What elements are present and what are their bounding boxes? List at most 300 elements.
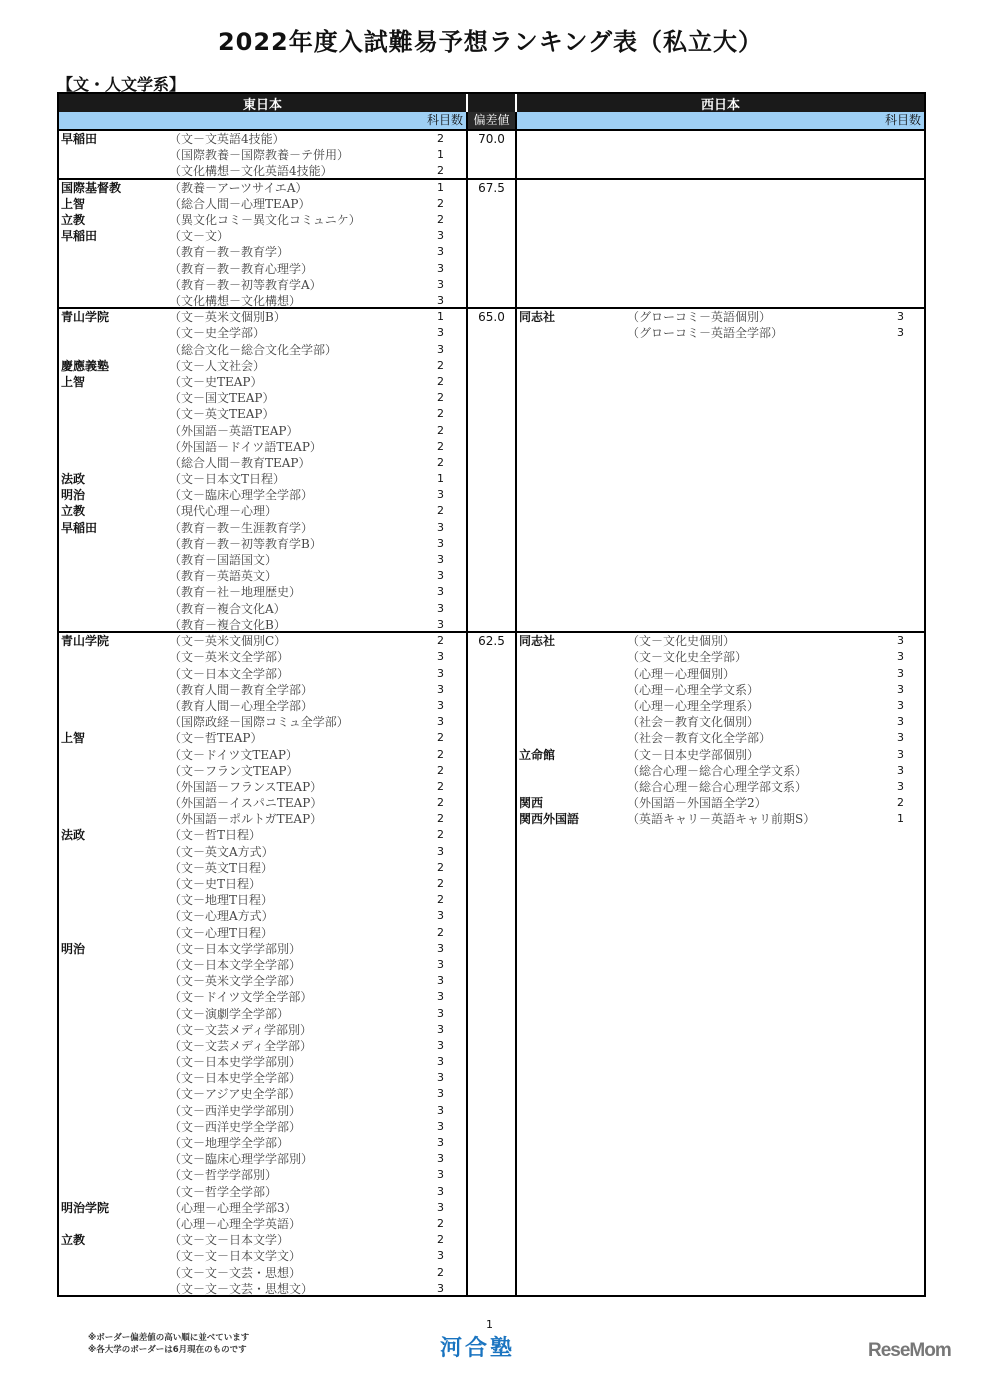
table-row: [59, 1038, 466, 1054]
subject-count: 2: [437, 1233, 444, 1247]
course-name: （文－哲学学部別）: [169, 1168, 278, 1183]
table-row: [59, 1119, 466, 1135]
subject-count: 2: [437, 877, 444, 890]
table-row: [59, 358, 466, 374]
table-row: [59, 1006, 466, 1022]
subject-count: 3: [437, 1184, 444, 1198]
university-name: 上智: [61, 196, 86, 211]
subject-count: 2: [437, 407, 444, 421]
course-name: （文化構想－文化構想）: [169, 293, 302, 308]
table-row: [59, 487, 466, 503]
course-name: （国際教養－国際教養－テ併用）: [169, 148, 350, 163]
table-row: [59, 1070, 466, 1086]
table-row: [59, 520, 466, 536]
subject-count: 2: [437, 828, 444, 842]
subject-count: 3: [437, 569, 444, 583]
east-column: [59, 309, 466, 631]
course-name: （教育－教－初等教育学B）: [169, 536, 322, 551]
east-column: [59, 633, 466, 1295]
table-row: [59, 1184, 466, 1200]
table-row: [59, 763, 466, 779]
subject-count: 1: [437, 148, 444, 162]
university-name: 上智: [61, 374, 86, 389]
university-name: 明治: [61, 941, 86, 956]
table-row: [59, 617, 466, 633]
subject-count: 2: [437, 812, 444, 826]
west-japan-header: 西日本: [700, 97, 740, 113]
course-name: （文－史T日程）: [169, 877, 262, 891]
subject-count: 3: [437, 666, 444, 680]
table-row: [517, 730, 924, 746]
table-row: [59, 1281, 466, 1297]
subject-count: 2: [437, 893, 444, 907]
course-name: （文化構想－文化英語4技能）: [169, 164, 333, 179]
subject-count: 3: [437, 1038, 444, 1052]
course-name: （文－地理T日程）: [169, 893, 274, 908]
table-row: [59, 811, 466, 827]
subject-count: 2: [437, 860, 444, 874]
subject-count: 2: [437, 374, 444, 388]
university-name: 同志社: [519, 310, 556, 325]
table-row: [59, 941, 466, 957]
table-row: [59, 503, 466, 519]
subject-count: 2: [437, 212, 444, 226]
west-column: [517, 180, 924, 308]
subject-count: 3: [437, 277, 444, 291]
course-name: （文－臨床心理学全学部）: [169, 488, 314, 503]
table-row: [59, 1103, 466, 1119]
table-row: [59, 455, 466, 471]
subject-count: 2: [437, 731, 444, 745]
course-name: （文－文化史個別）: [627, 634, 736, 649]
course-name: （文－哲T日程）: [169, 828, 262, 843]
subject-count: 2: [437, 925, 444, 939]
subject-count: 2: [437, 391, 444, 405]
course-name: （心理－心理全学英語）: [169, 1216, 302, 1231]
west-column: [517, 131, 924, 178]
subject-count: 1: [437, 310, 444, 324]
course-name: （文－臨床心理学学部別）: [169, 1152, 314, 1167]
university-name: 国際基督教: [61, 180, 122, 195]
subject-count: 3: [437, 1071, 444, 1085]
table-row: [517, 666, 924, 682]
course-name: （心理－心理全学文系）: [627, 682, 760, 697]
course-name: （文－地理学全学部）: [169, 1136, 290, 1150]
deviation-column: [466, 309, 517, 631]
table-row: [517, 649, 924, 665]
subject-count: 3: [897, 326, 904, 340]
course-name: （教育－複合文化A）: [169, 601, 286, 616]
university-name: 明治学院: [61, 1200, 110, 1215]
course-name: （社会－教育文化全学部）: [627, 731, 772, 746]
table-row: [59, 892, 466, 908]
university-name: 早稲田: [61, 229, 98, 244]
table-row: [59, 666, 466, 682]
table-row: [59, 795, 466, 811]
university-name: 法政: [61, 472, 86, 487]
table-row: [59, 228, 466, 244]
table-row: [59, 212, 466, 228]
course-name: （外国語－フランスTEAP）: [169, 779, 323, 794]
subject-count: 3: [437, 715, 444, 729]
deviation-column: [466, 180, 517, 308]
subject-count: 3: [437, 990, 444, 1004]
subject-count: 1: [437, 180, 444, 194]
table-row: [59, 601, 466, 617]
deviation-header: 偏差値: [466, 112, 517, 129]
table-row: [59, 196, 466, 212]
subject-count: 3: [437, 229, 444, 243]
table-row: [59, 1054, 466, 1070]
table-row: [517, 763, 924, 779]
subject-count: 2: [437, 763, 444, 777]
course-name: （グローコミ－英語個別）: [627, 310, 772, 325]
subject-count: 2: [437, 634, 444, 648]
resemom-watermark: ReseMom: [868, 1340, 951, 1361]
course-name: （文－文－日本文学）: [169, 1233, 290, 1248]
subject-count: 3: [437, 909, 444, 923]
course-name: （心理－心理全学部3）: [169, 1200, 297, 1215]
table-row: [59, 584, 466, 600]
subject-count: 3: [437, 326, 444, 340]
subject-count: 3: [437, 585, 444, 599]
course-name: （教育－複合文化B）: [169, 617, 286, 632]
subject-count: 2: [437, 196, 444, 210]
course-name: （総合心理－総合心理学部文系）: [627, 779, 808, 794]
course-name: （外国語－ドイツ語TEAP）: [169, 439, 322, 454]
subject-count: 3: [437, 1087, 444, 1101]
subject-count: 3: [437, 1022, 444, 1036]
course-name: （文－英米文学全学部）: [169, 974, 302, 989]
subject-count: 3: [897, 682, 904, 696]
west-column: [517, 309, 924, 631]
subject-count: 3: [437, 682, 444, 696]
subject-count: 3: [897, 747, 904, 761]
course-name: （教育－英語英文）: [169, 569, 278, 584]
table-row: [59, 973, 466, 989]
university-name: 立教: [61, 212, 86, 227]
course-name: （教育人間－心理全学部）: [169, 698, 314, 713]
table-row: [59, 1248, 466, 1264]
table-row: [59, 1151, 466, 1167]
east-column: [59, 180, 466, 308]
course-name: （文－文－文芸・思想文）: [169, 1281, 314, 1296]
table-row: [59, 568, 466, 584]
subject-count: 3: [897, 715, 904, 729]
table-row: [59, 682, 466, 698]
kawaijuku-logo: 河合塾: [440, 1336, 516, 1361]
course-name: （外国語－ポルトガTEAP）: [169, 812, 323, 827]
course-name: （文－日本史学部個別）: [627, 747, 760, 762]
subject-count: 3: [437, 520, 444, 534]
subject-count: 3: [437, 1168, 444, 1182]
course-name: （外国語－外国語全学2）: [627, 796, 767, 811]
table-row: [59, 471, 466, 487]
university-name: 早稲田: [61, 520, 98, 535]
subject-count: 3: [437, 342, 444, 356]
subject-count: 3: [897, 698, 904, 712]
subject-count: 3: [437, 650, 444, 664]
table-row: [59, 423, 466, 439]
subject-count: 3: [437, 536, 444, 550]
table-row: [59, 309, 466, 325]
footnote: ※各大学のボーダーは6月現在のものです: [88, 1345, 247, 1355]
subject-count: 3: [437, 941, 444, 955]
course-name: （外国語－イスパニTEAP）: [169, 796, 323, 811]
course-name: （教育－社－地理歴史）: [169, 585, 302, 600]
table-row: [59, 908, 466, 924]
table-row: [59, 860, 466, 876]
course-name: （文－史全学部）: [169, 326, 266, 341]
subject-count: 2: [437, 164, 444, 178]
subject-count: 3: [897, 310, 904, 324]
university-name: 早稲田: [61, 132, 98, 146]
subject-count: 2: [437, 1216, 444, 1230]
course-name: （総合人間－教育TEAP）: [169, 455, 311, 470]
course-name: （文－人文社会）: [169, 358, 266, 373]
table-row: [59, 1265, 466, 1281]
subject-count: 2: [437, 796, 444, 810]
course-name: （文－哲学全学部）: [169, 1184, 278, 1199]
table-row: [59, 1200, 466, 1216]
university-name: 同志社: [519, 634, 556, 649]
course-name: （教育－教－生涯教育学）: [169, 520, 314, 535]
university-name: 慶應義塾: [61, 358, 110, 373]
course-name: （教養－アーツサイエA）: [169, 180, 308, 195]
table-row: [59, 633, 466, 649]
table-row: [517, 698, 924, 714]
table-row: [59, 552, 466, 568]
subject-count: 2: [437, 132, 444, 145]
course-name: （異文化コミ－異文化コミュニケ）: [169, 212, 361, 227]
table-row: [59, 261, 466, 277]
deviation-value: 70.0: [478, 132, 505, 146]
course-name: （教育－教－初等教育学A）: [169, 277, 322, 292]
course-name: （文－文芸メディ全学部）: [169, 1038, 313, 1053]
table-row: [59, 180, 466, 196]
subject-count: 3: [437, 1103, 444, 1117]
table-row: [59, 1232, 466, 1248]
course-name: （文－心理T日程）: [169, 925, 274, 940]
course-name: （文－英米文個別B）: [169, 310, 286, 325]
course-name: （文－史TEAP）: [169, 374, 263, 389]
deviation-value: 67.5: [478, 180, 505, 195]
course-name: （心理－心理全学理系）: [627, 698, 760, 713]
course-name: （文－日本史学学部別）: [169, 1055, 302, 1070]
course-name: （文－日本文T日程）: [169, 472, 286, 487]
course-name: （グローコミ－英語全学部）: [627, 326, 784, 341]
subject-count: 3: [437, 488, 444, 502]
table-row: [59, 131, 466, 147]
subject-count: 2: [897, 796, 904, 810]
course-name: （文－ドイツ文学全学部）: [169, 990, 313, 1005]
course-name: （教育人間－教育全学部）: [169, 682, 314, 697]
deviation-column: [466, 131, 517, 178]
table-row: [59, 1216, 466, 1232]
subject-count: 3: [437, 1281, 444, 1295]
course-name: （文－文）: [169, 229, 230, 244]
course-name: （文－国文TEAP）: [169, 391, 275, 406]
table-row: [517, 747, 924, 763]
course-name: （文－心理A方式）: [169, 909, 274, 924]
course-name: （文－日本文学学部別）: [169, 941, 302, 956]
table-row: [59, 844, 466, 860]
university-name: 上智: [61, 731, 86, 746]
east-subjects-header: 科目数: [426, 113, 463, 127]
subject-count: 2: [437, 747, 444, 761]
score-group: [59, 129, 924, 178]
table-row: [59, 925, 466, 941]
deviation-value: 62.5: [478, 634, 505, 649]
course-name: （英語キャリ－英語キャリ前期S）: [627, 812, 816, 827]
university-name: 関西外国語: [519, 812, 580, 827]
course-name: （文－アジア史全学部）: [169, 1087, 301, 1102]
subject-count: 3: [437, 1055, 444, 1069]
deviation-value: 65.0: [478, 310, 505, 325]
subject-count: 3: [897, 731, 904, 745]
score-group: [59, 631, 924, 1295]
table-row: [59, 536, 466, 552]
table-row: [59, 1022, 466, 1038]
ranking-table: [57, 92, 926, 1297]
deviation-column: [466, 633, 517, 1295]
table-row: [59, 957, 466, 973]
subject-count: 3: [437, 601, 444, 615]
subject-count: 2: [437, 423, 444, 437]
course-name: （心理－心理個別）: [627, 666, 736, 681]
score-group: [59, 307, 924, 631]
subject-count: 3: [437, 974, 444, 988]
table-row: [59, 147, 466, 163]
table-row: [59, 277, 466, 293]
course-name: （総合心理－総合心理全学文系）: [627, 763, 808, 778]
subject-count: 3: [437, 1200, 444, 1214]
subject-count: 3: [437, 1006, 444, 1020]
subject-count: 3: [437, 1152, 444, 1166]
table-row: [59, 779, 466, 795]
table-row: [517, 779, 924, 795]
subject-count: 3: [437, 957, 444, 971]
table-row: [59, 244, 466, 260]
subject-count: 2: [437, 1265, 444, 1279]
table-row: [59, 293, 466, 309]
table-row: [59, 649, 466, 665]
course-name: （文－哲TEAP）: [169, 731, 263, 746]
course-name: （文－日本史学全学部）: [169, 1071, 302, 1086]
table-row: [59, 342, 466, 358]
course-name: （文－フラン文TEAP）: [169, 763, 299, 778]
course-name: （文－英文T日程）: [169, 860, 274, 875]
course-name: （外国語－英語TEAP）: [169, 423, 299, 438]
table-row: [517, 811, 924, 827]
table-row: [59, 698, 466, 714]
course-name: （総合人間－心理TEAP）: [169, 196, 311, 211]
section-heading: 【文・人文学系】: [57, 75, 186, 94]
west-subjects-header: 科目数: [884, 113, 921, 127]
east-japan-header: 東日本: [242, 97, 282, 113]
course-name: （総合文化－総合文化全学部）: [169, 342, 338, 357]
table-row: [517, 309, 924, 325]
course-name: （文－日本文学全学部）: [169, 957, 302, 972]
subject-count: 3: [897, 634, 904, 648]
table-row: [59, 406, 466, 422]
subject-count: 3: [437, 844, 444, 858]
table-row: [59, 1167, 466, 1183]
subject-count: 3: [437, 293, 444, 307]
table-row: [517, 325, 924, 341]
table-row: [59, 714, 466, 730]
course-name: （文－英米文全学部）: [169, 650, 290, 665]
table-row: [59, 325, 466, 341]
subject-count: 3: [437, 617, 444, 631]
east-column: [59, 131, 466, 178]
course-name: （文－演劇学全学部）: [169, 1006, 290, 1021]
course-name: （教育－国語国文）: [169, 553, 278, 567]
subject-count: 3: [897, 666, 904, 680]
table-row: [59, 390, 466, 406]
table-row: [59, 730, 466, 746]
subject-count: 3: [437, 1136, 444, 1149]
subject-count: 1: [437, 472, 444, 486]
university-name: 法政: [61, 828, 86, 843]
course-name: （文－文－文芸・思想）: [169, 1265, 302, 1280]
subject-count: 3: [897, 779, 904, 793]
course-name: （文－英文TEAP）: [169, 407, 275, 422]
subject-count: 1: [897, 812, 904, 826]
score-group: [59, 178, 924, 308]
course-name: （文－ドイツ文TEAP）: [169, 747, 298, 762]
table-row: [59, 827, 466, 843]
subject-count: 3: [437, 1249, 444, 1263]
course-name: （教育－教－教育学）: [169, 245, 290, 260]
subject-count: 3: [437, 261, 444, 275]
course-name: （文－文芸メディ学部別）: [169, 1022, 313, 1037]
university-name: 立教: [61, 1233, 86, 1248]
course-name: （文－西洋史学学部別）: [169, 1103, 302, 1118]
university-name: 明治: [61, 488, 86, 503]
column-header-row: [59, 112, 924, 129]
course-name: （文－文－日本文学文）: [169, 1249, 302, 1264]
course-name: （文－文化史全学部）: [627, 650, 748, 665]
subject-count: 2: [437, 358, 444, 372]
course-name: （現代心理－心理）: [169, 504, 278, 519]
university-name: 青山学院: [61, 634, 110, 649]
table-row: [59, 439, 466, 455]
course-name: （文－西洋史学全学部）: [169, 1119, 302, 1134]
footnote: ※ボーダー偏差値の高い順に並べています: [88, 1333, 250, 1343]
table-row: [59, 374, 466, 390]
table-row: [517, 714, 924, 730]
course-name: （文－文英語4技能）: [169, 132, 285, 146]
university-name: 関西: [519, 796, 544, 811]
table-row: [517, 682, 924, 698]
course-name: （教育－教－教育心理学）: [169, 261, 314, 276]
west-column: [517, 633, 924, 1295]
subject-count: 3: [897, 763, 904, 777]
region-header-row: [59, 94, 924, 112]
table-row: [59, 876, 466, 892]
course-name: （国際政経－国際コミュ全学部）: [169, 715, 349, 730]
course-name: （文－英米文個別C）: [169, 634, 287, 649]
table-row: [517, 795, 924, 811]
subject-count: 3: [437, 245, 444, 259]
subject-count: 3: [437, 1119, 444, 1133]
table-row: [59, 1086, 466, 1102]
table-row: [59, 747, 466, 763]
university-name: 立教: [61, 504, 86, 519]
subject-count: 3: [437, 553, 444, 566]
subject-count: 3: [897, 650, 904, 664]
